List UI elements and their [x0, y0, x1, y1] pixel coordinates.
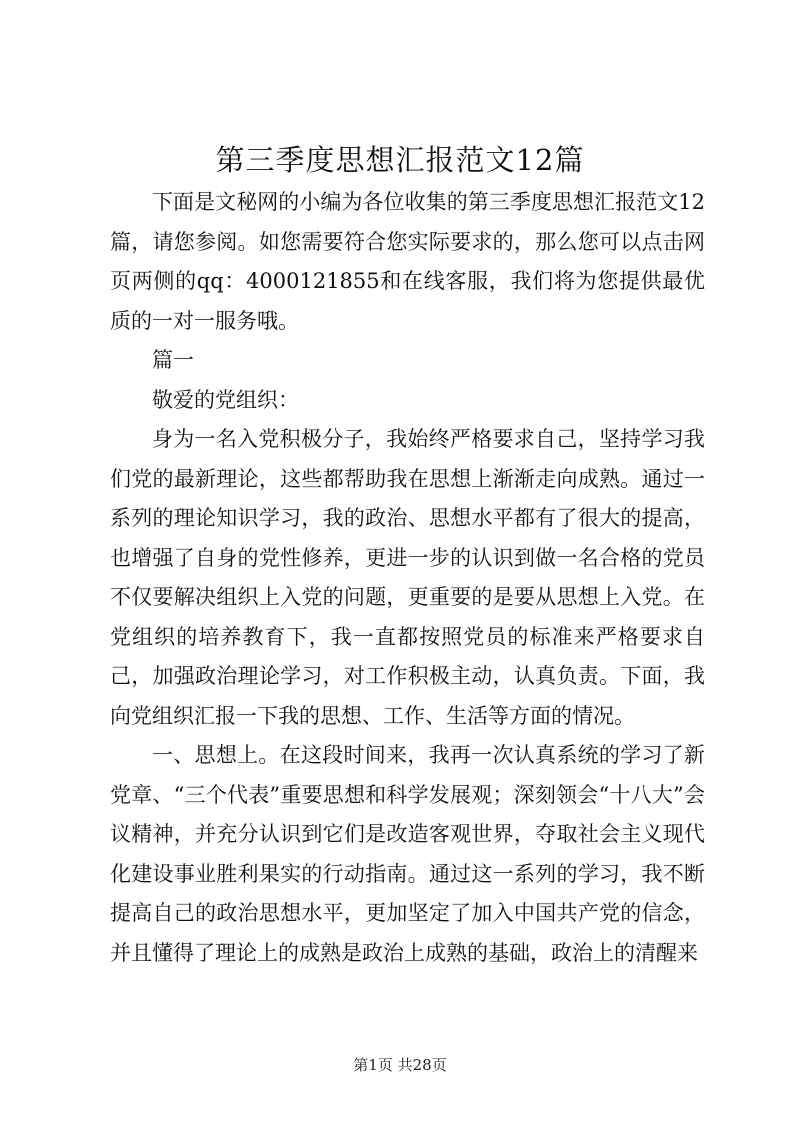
intro-paragraph: 下面是文秘网的小编为各位收集的第三季度思想汇报范文12篇，请您参阅。如您需要符合您实际要求的，那么您可以点击网页两侧的qq：4000121855和在线客服，我们将为您提供最优质的一对一服务哦。 [110, 190, 705, 333]
body-paragraph-2: 一、思想上。在这段时间来，我再一次认真系统的学习了新党章、“三个代表”重要思想和科学发展观；深刻领会“十八大”会议精神，并充分认识到它们是改造客观世界，夺取社会主义现代化建设事业胜利果实的行动指南。通过这一系列的学习，我不断提高自己的政治思想水平，更加坚定了加入中国共产党的信念，并且懂得了理论上的成熟是政治上成熟的基础，政治上的清醒来 [110, 743, 705, 965]
salutation: 敬爱的党组织： [152, 387, 299, 412]
page-number-footer: 第1页 共28页 [353, 1056, 447, 1074]
section-heading: 篇一 [152, 348, 194, 372]
body-paragraph-1: 身为一名入党积极分子，我始终严格要求自己，坚持学习我们党的最新理论，这些都帮助我在思想上渐渐走向成熟。通过一系列的理论知识学习，我的政治、思想水平都有了很大的提高，也增强了自身的党性修养，更进一步的认识到做一名合格的党员不仅要解决组织上入党的问题，更重要的是要从思想上入党。在党组织的培养教育下，我一直都按照党员的标准来严格要求自己，加强政治理论学习，对工作积极主动，认真负责。下面，我向党组织汇报一下我的思想、工作、生活等方面的情况。 [110, 427, 705, 728]
document-title: 第三季度思想汇报范文12篇 [215, 143, 585, 177]
document-body [110, 183, 705, 973]
